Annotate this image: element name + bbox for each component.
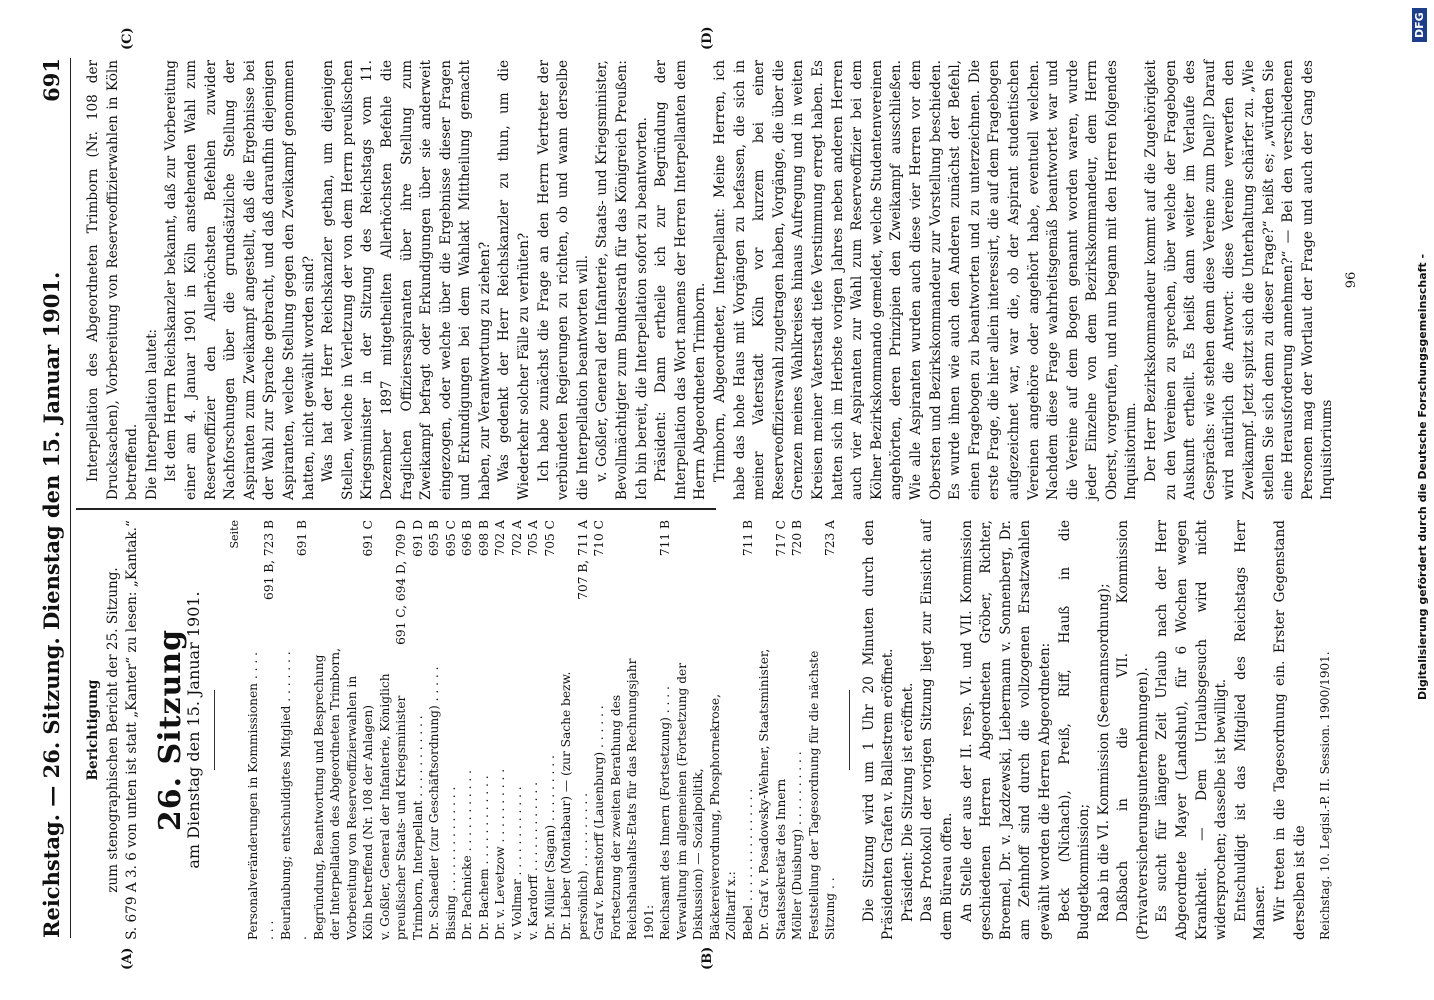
toc-entry: Verwaltung im allgemeinen (Fortsetzung der Diskussion) — Sozialpolitik, Bäckereiverordnung, Phosphornekrose, Zolltarif x.: bbox=[674, 662, 739, 940]
toc-page: 698 B bbox=[476, 520, 491, 557]
divider bbox=[849, 690, 850, 770]
president-floor: Präsident: Dann ertheile ich zur Begründung der Interpellation das Wort namens der Herren Interpellanten dem Herrn Abgeordneten Trimborn. bbox=[653, 60, 709, 500]
opening-paragraph: Die Sitzung wird um 1 Uhr 20 Minuten durch den Präsidenten Grafen v. Ballestrem eröffnet. bbox=[860, 520, 897, 940]
sheet-number: 96 bbox=[1344, 271, 1359, 289]
toc-entry: Begründung, Beantwortung und Besprechung der Interpellation des Abgeordneten Trimborn, Vorbereitung von Reserveoffizierwahlen in Köln betreffend (Nr. 108 der Anlagen) bbox=[311, 648, 376, 940]
toc-row bbox=[509, 520, 526, 940]
divider bbox=[214, 690, 215, 770]
toc-entry: v. Vollmar . . . . . . . . . . . . bbox=[509, 786, 524, 940]
toc-entry: Beurlaubung; entschuldigtes Mitglied . . . . . . . . bbox=[278, 651, 310, 940]
toc-entry: Dr. Bachem . . . . . . . . . . . . bbox=[476, 775, 491, 940]
toc-entry: Dr. Schaedler (zur Geschäftsordnung) . . . . . bbox=[427, 666, 442, 940]
margin-mark-c: (C) bbox=[120, 27, 135, 50]
toc-page: 691 C, 694 D, 709 D bbox=[394, 520, 409, 645]
toc-page: 702 A bbox=[493, 520, 508, 556]
toc-entry: Reichsamt des Innern (Fortsetzung) . . . . bbox=[658, 686, 673, 940]
credit-text: Digitalisierung gefördert durch die Deutsche Forschungsgemeinschaft - bbox=[1416, 253, 1429, 700]
interpellation-reads: Die Interpellation lautet: bbox=[143, 328, 160, 500]
toc-page: 723 A bbox=[823, 520, 838, 556]
berichtigung-line2: S. 679 A 3. 6 von unten ist statt „Kanter“ zu lesen: „Kantak.“ bbox=[124, 520, 141, 940]
toc-row bbox=[542, 520, 559, 940]
toc-entry: Dr. v. Levetzow . . . . . . . . . . bbox=[493, 768, 508, 940]
toc-page: 717 C bbox=[773, 520, 788, 557]
trimborn-speech-cont: Der Herr Bezirkskommandeur kommt auf die Zugehörigkeit zu den Vereinen zu sprechen, über welche der Fragebogen Auskunft ertheilt. Es heißt dann weiter im Verlaufe des Gesprächs: wie stehen denn diese Vereine zum Duell? Darauf wird natürlich die Antwort: diese Vereine verwerfen den Zweikampf. Jetzt spitzt sich die Unterhaltung schärfer zu. „Wie stellen Sie sich denn zu dieser Frage?“ heißt es; „würden Sie eine Herausforderung annehmen?“ — Bei den verschiedenen Personen mag der Wortlaut der Frage und auch der Gang des Inquisitoriums bbox=[1143, 60, 1336, 500]
toc-row bbox=[410, 520, 427, 940]
toc-entry: Dr. Müller (Sagan) . . . . . . . . . bbox=[542, 755, 557, 940]
toc-row bbox=[558, 520, 591, 940]
session-date: am Dienstag den 15. Januar 1901. bbox=[184, 591, 204, 869]
page-header bbox=[22, 58, 71, 938]
toc-page: 696 B bbox=[460, 520, 475, 557]
toc-row bbox=[426, 520, 443, 940]
header-title: Reichstag. — 26. Sitzung. Dienstag den 15. Januar 1901. bbox=[39, 271, 64, 938]
election-1: Beck (Nichach), Preiß, Riff, Hauß in die Budgetkommission; bbox=[1056, 520, 1093, 940]
margin-mark-d: (D) bbox=[700, 26, 715, 50]
toc-page: 711 B bbox=[740, 520, 755, 557]
header-page-number: 691 bbox=[39, 58, 64, 102]
margin-mark-a: (A) bbox=[120, 947, 135, 970]
session-title: 26. Sitzung bbox=[152, 628, 188, 832]
seite-label: Seite bbox=[227, 520, 241, 549]
digitization-credit bbox=[1404, 0, 1434, 1000]
toc-entry: Feststellung der Tagesordnung für die nächste Sitzung . . bbox=[806, 650, 838, 940]
toc-page: 710 C bbox=[592, 520, 607, 557]
toc-page: 691 C bbox=[361, 520, 376, 557]
toc-page: 702 A bbox=[509, 520, 524, 556]
toc-row bbox=[657, 520, 674, 940]
toc-row bbox=[311, 520, 377, 940]
toc-page bbox=[674, 520, 740, 645]
toc-page: 695 C bbox=[443, 520, 458, 557]
table-of-contents bbox=[245, 520, 839, 940]
toc-entry: Dr. Pachnicke . . . . . . . . . . . bbox=[460, 770, 475, 940]
toc-page: 691 D bbox=[410, 520, 425, 557]
toc-entry: Bissing . . . . . . . . . . . . . . bbox=[443, 786, 458, 940]
interpellation-q2: Was hat der Herr Reichskanzler gethan, um diejenigen Stellen, welche in Verletzung der von dem Herrn preußischen Kriegsminister in der Sitzung des Reichstags vom 11. Dezember 1897 mitgetheilten Allerhöchsten Befehle die fraglichen Offiziersaspiranten über ihre Stellung zum Zweikampf befragt oder Erkundigungen über sie anderweit eingezogen, oder welche über die Ergebnisse dieser Fragen und Erkundigungen bei dem Wahlakt Mittheilung gemacht haben, zur Verantwortung zu ziehen? bbox=[320, 60, 493, 500]
toc-row bbox=[377, 520, 410, 940]
toc-entry: Fortsetzung der zweiten Berathung des Reichshaushalts-Etats für das Rechnungsjahr 1901: bbox=[608, 658, 656, 940]
leave-request: Es sucht für längere Zeit Urlaub nach der Herr Abgeordnete Mayer (Landshut), für 6 Wochen wegen Krankheit. — Dem Urlaubsgesuch wird nicht widersprochen; dasselbe ist bewilligt. bbox=[1154, 520, 1230, 940]
toc-entry: Dr. Graf v. Posadowsky-Wehner, Staatsminister, Staatssekretär des Innern bbox=[757, 648, 788, 940]
column-divider bbox=[76, 509, 716, 511]
toc-row bbox=[608, 520, 658, 940]
toc-entry: Dr. Lieber (Montabaur) — (zur Sache bezw. persönlich) . . . . . . . . . . bbox=[559, 671, 590, 940]
toc-row bbox=[674, 520, 740, 940]
berichtigung-line1: zum stenographischen Bericht der 25. Sitzung. bbox=[104, 567, 121, 893]
toc-row bbox=[459, 520, 476, 940]
toc-page: 720 B bbox=[790, 520, 805, 557]
president-statement: Präsident: Die Sitzung ist eröffnet. bbox=[899, 682, 916, 922]
toc-entry: v. Goßler, General der Infanterie, Königlich preußischer Staats- und Kriegsminister bbox=[377, 673, 409, 940]
toc-row bbox=[591, 520, 608, 940]
election-3: Daßbach in die VII. Kommission (Privatversicherungsunternehmungen). bbox=[1115, 520, 1151, 940]
agenda-intro: Wir treten in die Tagesordnung ein. Erster Gegenstand derselben ist die bbox=[1272, 520, 1308, 940]
toc-row bbox=[525, 520, 542, 940]
berichtigung-title: Berichtigung bbox=[85, 679, 101, 781]
dfg-logo: DFG bbox=[1412, 8, 1427, 42]
toc-page: 695 B bbox=[427, 520, 442, 557]
toc-row bbox=[806, 520, 839, 940]
toc-entry: Bebel . . . . . . . . . . . . . . . bbox=[740, 788, 755, 940]
toc-page: 705 A bbox=[526, 520, 541, 556]
trimborn-speech: Trimborn, Abgeordneter, Interpellant: Meine Herren, ich habe das hohe Haus mit Vorgängen zu befassen, die sich in meiner Vaterstadt Köln vor kurzem bei einer Reserveoffizierswahl zugetragen haben, Vorgänge, die über die Grenzen meines Wahlkreises hinaus Aufregung und in weiten Kreisen meiner Vaterstadt tiefe Verstimmung erregt haben. Es hatten sich im Herbste vorigen Jahres neben anderen Herren auch vier Aspiranten zur Wahl zum Reserveoffizier bei dem Kölner Bezirkskommando gemeldet, welche Studentenvereinen angehörten, deren Prinzipien den Zweikampf ausschließen. Wie alle Aspiranten wurden auch diese vier Herren vor dem Obersten und Bezirkskommandeur zur Vorstellung beschieden. Es wurde ihnen wie auch den Anderen zunächst der Befehl, einen Fragebogen zu beantworten und zu unterzeichnen. Die erste Frage, die hier allein interessirt, die auf dem Fragebogen aufgezeichnet war, war die, ob der Aspirant studentischen Vereinen angehöre oder angehört habe, eventuell welchen. Nachdem diese Frage wahrheitsgemäß beantwortet war und die Vereine auf dem Bogen genannt worden waren, wurde jeder Einzelne von dem Bezirkskommandeur, dem Herrn Oberst, vorgerufen, und nun begann mit den Herren folgendes Inquisitorium. bbox=[712, 60, 1140, 500]
excused-member: Entschuldigt ist das Mitglied des Reichstags Herr Manser. bbox=[1232, 520, 1269, 940]
minister-answer: v. Goßler, General der Infanterie, Staats- und Kriegsminister, Bevollmächtigter zum Bundesrath für das Königreich Preußen: Ich bin bereit, die Interpellation sofort zu beantworten. bbox=[594, 60, 650, 500]
toc-page: 691 B, 723 B bbox=[262, 520, 277, 600]
toc-row bbox=[443, 520, 460, 940]
footer-note: Reichstag. 10. Legisl.-P. II. Session. 1900/1901. bbox=[1318, 651, 1333, 940]
toc-page bbox=[608, 520, 658, 645]
toc-row bbox=[278, 520, 311, 940]
president-question: Ich habe zunächst die Frage an den Herrn Vertreter der verbündeten Regierungen zu richten, ob und wann derselbe die Interpellation beantworten will. bbox=[535, 60, 591, 500]
toc-row bbox=[245, 520, 278, 940]
toc-row bbox=[789, 520, 806, 940]
margin-mark-b: (B) bbox=[700, 946, 715, 970]
toc-entry: Graf v. Bernstorff (Lauenburg) . . . . . . bbox=[592, 705, 607, 940]
interpellation-title: Interpellation des Abgeordneten Trimborn (Nr. 108 der Drucksachen), Vorbereitung von Reserveoffizierwahlen in Köln betreffend. bbox=[85, 60, 141, 500]
toc-row bbox=[740, 520, 757, 940]
toc-entry: Möller (Duisburg) . . . . . . . . . . bbox=[790, 751, 805, 940]
toc-entry: v. Kardorff . . . . . . . . . . . . bbox=[526, 782, 541, 940]
toc-page: 705 C bbox=[542, 520, 557, 557]
protocol-note: Das Protokoll der vorigen Sitzung liegt zur Einsicht auf dem Büreau offen. bbox=[919, 520, 955, 940]
toc-page: 691 B bbox=[295, 520, 310, 557]
toc-page: 711 B bbox=[658, 520, 673, 557]
toc-entry: Trimborn, Interpellant . . . . . . . . . . . bbox=[410, 715, 425, 940]
right-column bbox=[84, 60, 1362, 500]
toc-row bbox=[492, 520, 509, 940]
toc-page: 707 B, 711 A bbox=[575, 520, 590, 600]
interpellation-q1: Ist dem Herrn Reichskanzler bekannt, daß zur Vorbereitung einer am 4. Januar 1901 in Köln anstehenden Wahl zum Reserveoffizier den Allerhöchsten Befehlen zuwider Nachforschungen über die grundsätzliche Stellung der Aspiranten zum Zweikampf angestellt, daß die Ergebnisse bei der Wahl zur Sprache gebracht, und daß daraufhin diejenigen Aspiranten, welche Stellung gegen den Zweikampf genommen hatten, nicht gewählt worden sind? bbox=[163, 60, 317, 500]
toc-row bbox=[476, 520, 493, 940]
interpellation-q3: Was gedenkt der Herr Reichskanzler zu thun, um die Wiederkehr solcher Fälle zu verhüten? bbox=[496, 60, 533, 500]
toc-row bbox=[756, 520, 789, 940]
left-column bbox=[84, 520, 1336, 940]
election-2: Raab in die VI. Kommission (Seemannsordnung); bbox=[1095, 583, 1112, 922]
toc-entry: Personalveränderungen in Kommissionen . . . . . . . bbox=[245, 651, 277, 940]
commission-changes: An Stelle der aus der II. resp. VI. und VII. Kommission geschiedenen Herren Abgeordneten Gröber, Richter, Broemel, Dr. v. Jazdzewski, Liebermann v. Sonnenberg, Dr. am Zehnhoff sind durch die vollzogenen Ersatzwahlen gewählt worden die Herren Abgeordneten: bbox=[958, 520, 1053, 940]
